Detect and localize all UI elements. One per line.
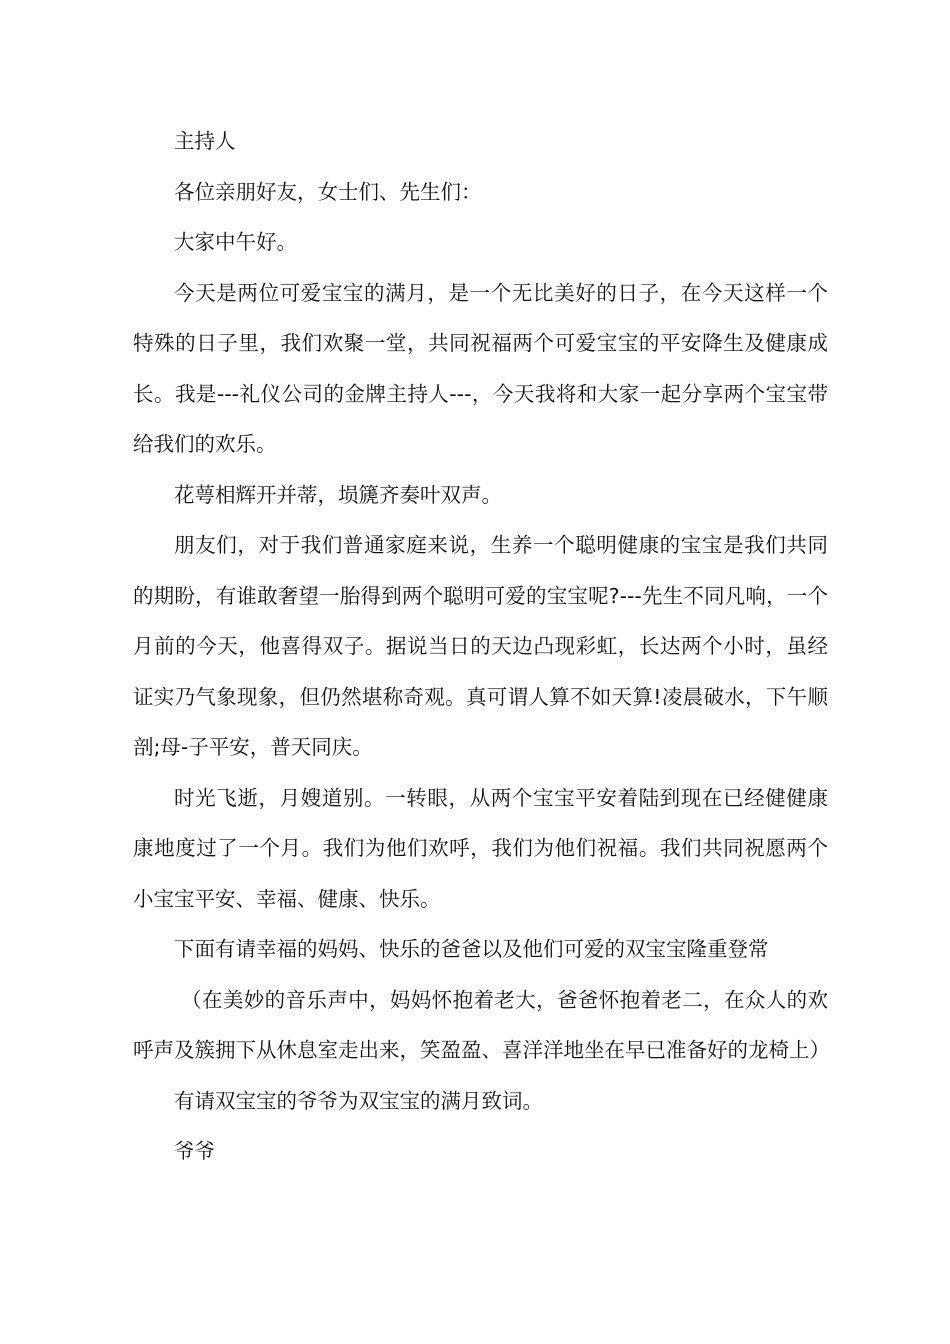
intro-paragraph: 今天是两位可爱宝宝的满月，是一个无比美好的日子，在今天这样一个特殊的日子里，我们欢聚一堂，共同祝福两个可爱宝宝的平安降生及健康成长。我是---礼仪公司的金牌主持人---，今天我将和大家一起分享两个宝宝带给我们的欢乐。 (133, 280, 828, 456)
invite-grandpa-paragraph: 有请双宝宝的爷爷为双宝宝的满月致词。 (174, 1088, 543, 1113)
time-flies-paragraph: 时光飞逝，月嫂道别。一转眼，从两个宝宝平安着陆到现在已经健健康康地度过了一个月。我们为他们欢呼，我们为他们祝福。我们共同祝愿两个小宝宝平安、幸福、健康、快乐。 (133, 785, 828, 911)
invite-parents-paragraph: 下面有请幸福的妈妈、快乐的爸爸以及他们可爱的双宝宝隆重登常 (174, 937, 769, 961)
good-noon-paragraph: 大家中午好。 (174, 230, 297, 254)
speaker-label-grandpa: 爷爷 (174, 1139, 215, 1163)
document-body (133, 116, 828, 1177)
stage-direction-paragraph: （在美妙的音乐声中，妈妈怀抱着老大，爸爸怀抱着老二，在众人的欢呼声及簇拥下从休息室走出来，笑盈盈、喜洋洋地坐在早已准备好的龙椅上） (133, 987, 830, 1062)
speaker-label-host: 主持人 (174, 129, 236, 153)
greeting-paragraph: 各位亲朋好友，女士们、先生们： (174, 179, 482, 204)
twins-story-paragraph: 朋友们，对于我们普通家庭来说，生养一个聪明健康的宝宝是我们共同的期盼，有谁敢奢望一胎得到两个聪明可爱的宝宝呢?---先生不同凡响，一个月前的今天，他喜得双子。据说当日的天边凸现彩虹，长达两个小时，虽经证实乃气象现象，但仍然堪称奇观。真可谓人算不如天算!凌晨破水，下午顺剖;母-子平安，普天同庆。 (133, 533, 828, 759)
couplet-paragraph: 花萼相辉开并蒂，埙篪齐奏叶双声。 (174, 482, 502, 507)
